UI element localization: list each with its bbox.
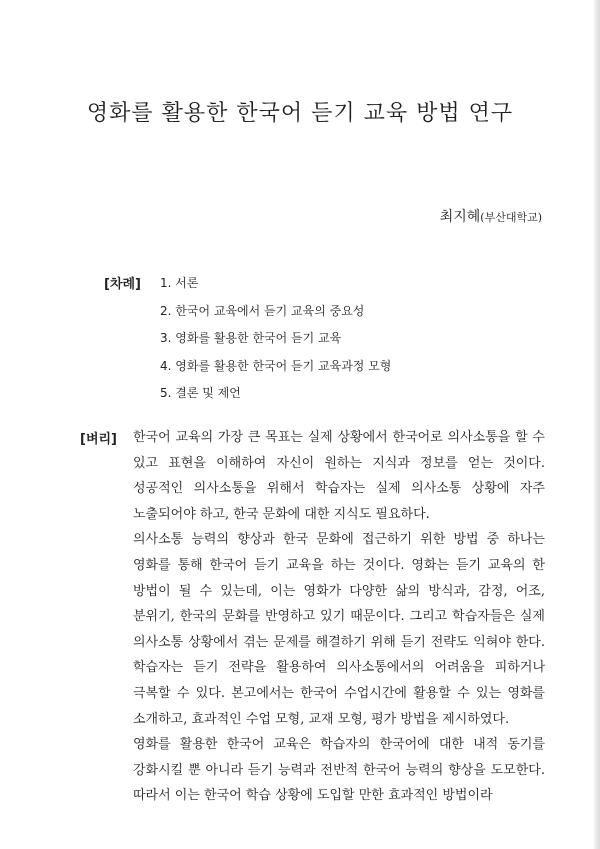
abstract-paragraph: 의사소통 능력의 향상과 한국 문화에 접근하기 위한 방법 중 하나는 영화를 통해 한국어 듣기 교육을 하는 것이다. 영화는 듣기 교육의 한 방법이 될 수 있는데, 이는 영화가 다양한 삶의 방식과, 감정, 어조, 분위기, 한국의 문화를 반영하고 있기 때문이다. 그리고 학습자들은 실제 의사소통 상황에서 겪는 문제를 해결하기 위해 듣기 전략도 익혀야 한다. 학습자는 듣기 전략을 활용하여 의사소통에서의 어려움을 피하거나 극복할 수 있다. 본고에서는 한국어 수업시간에 활용할 수 있는 영화를 소개하고, 효과적인 수업 모형, 교재 모형, 평가 방법을 제시하였다. [133,532,545,727]
author-line [440,206,542,226]
toc-item: 1. 서론 [160,276,199,290]
table-of-contents [160,270,391,408]
toc-item: 2. 한국어 교육에서 듣기 교육의 중요성 [160,303,365,318]
toc-label: [차례] [104,277,141,292]
author-name: 최지혜 [439,209,481,225]
toc-item: 3. 영화를 활용한 한국어 듣기 교육 [160,331,342,345]
toc-item: 5. 결론 및 제언 [160,386,241,400]
abstract-label: [벼리] [80,432,117,447]
abstract-paragraph: 한국어 교육의 가장 큰 목표는 실제 상황에서 한국어로 의사소통을 할 수 있고 표현을 이해하여 자신이 원하는 지식과 정보를 얻는 것이다. 성공적인 의사소통을 위해서 학습자는 실제 의사소통 상황에 자주 노출되어야 하고, 한국 문화에 대한 지식도 필요하다. [133,430,545,522]
page-edge [594,0,600,849]
paper-title: 영화를 활용한 한국어 듣기 교육 방법 연구 [86,101,514,126]
abstract-paragraph: 영화를 활용한 한국어 교육은 학습자의 한국어에 대한 내적 동기를 강화시킬 뿐 아니라 듣기 능력과 전반적 한국어 능력의 향상을 도모한다. 따라서 이는 한국어 학습 상황에 도입할 만한 효과적인 방법이라 [133,737,545,804]
toc-item: 4. 영화를 활용한 한국어 듣기 교육과정 모형 [160,358,392,373]
author-affiliation: (부산대학교) [480,211,542,224]
abstract-body [133,425,545,809]
